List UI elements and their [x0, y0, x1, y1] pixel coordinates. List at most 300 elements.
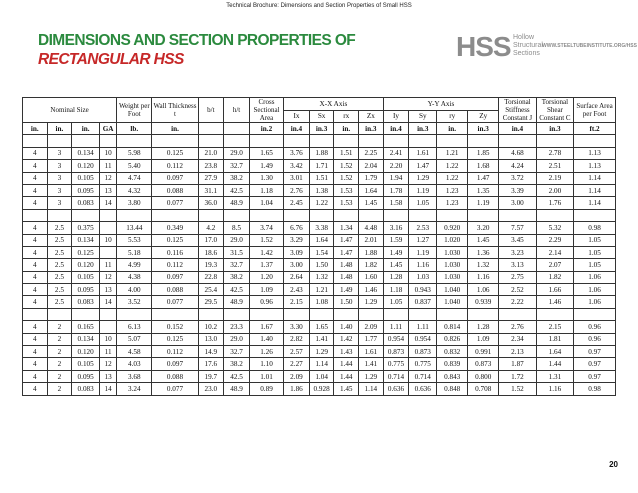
table-cell: 1.29	[409, 172, 437, 184]
logo-line3: Sections	[513, 50, 540, 57]
table-cell: 4	[23, 184, 48, 196]
table-cell: 1.10	[249, 358, 283, 370]
table-cell: 2	[47, 358, 72, 370]
table-cell: 1.67	[249, 321, 283, 333]
table-cell: 0.89	[249, 383, 283, 395]
table-cell	[224, 123, 250, 135]
table-cell: 0.112	[152, 346, 198, 358]
table-cell: 0.873	[383, 346, 409, 358]
table-cell: 2	[47, 346, 72, 358]
table-cell: 0.097	[152, 271, 198, 283]
table-cell: 7.57	[499, 222, 536, 234]
table-cell: 14	[100, 296, 117, 308]
table-cell	[198, 135, 224, 147]
table-cell: 23.0	[198, 383, 224, 395]
table-cell: 3.45	[499, 234, 536, 246]
table-cell: 1.68	[468, 160, 499, 172]
table-cell	[100, 135, 117, 147]
table-cell: 10.2	[198, 321, 224, 333]
table-cell	[536, 209, 573, 221]
table-cell: 2.25	[359, 147, 384, 159]
table-cell: 31.5	[224, 246, 250, 258]
table-cell: 11	[100, 259, 117, 271]
table-cell: 1.50	[334, 296, 359, 308]
table-cell: 0.848	[437, 383, 468, 395]
table-cell: 1.040	[437, 296, 468, 308]
table-cell: 0.165	[72, 321, 100, 333]
table-cell: 2.09	[284, 370, 310, 382]
table-cell: 1.64	[309, 234, 334, 246]
table-cell: 3.80	[117, 197, 152, 209]
table-cell: 13	[100, 370, 117, 382]
table-cell: 4.68	[499, 147, 536, 159]
table-cell: 3	[47, 184, 72, 196]
table-cell: 23.8	[198, 160, 224, 172]
table-cell	[100, 308, 117, 320]
table-cell: 0.954	[383, 333, 409, 345]
table-cell: 1.16	[468, 271, 499, 283]
table-cell: 4	[23, 234, 48, 246]
table-cell: 1.18	[383, 284, 409, 296]
table-cell: 0.105	[72, 172, 100, 184]
header-note: Technical Brochure: Dimensions and Section Properties of Small HSS	[226, 3, 412, 9]
table-cell: 2.5	[47, 222, 72, 234]
table-cell: 1.32	[468, 259, 499, 271]
table-cell: 0.095	[72, 184, 100, 196]
table-cell	[574, 135, 616, 147]
table-cell: 1.14	[359, 383, 384, 395]
table-cell	[383, 135, 409, 147]
table-cell: 1.35	[468, 184, 499, 196]
table-cell: 1.88	[309, 147, 334, 159]
table-cell: 1.030	[437, 246, 468, 258]
table-cell: in.3	[468, 123, 499, 135]
table-cell	[100, 209, 117, 221]
table-cell: 0.112	[152, 160, 198, 172]
table-cell: 1.26	[249, 346, 283, 358]
table-head	[23, 98, 616, 123]
table-cell: 1.47	[334, 234, 359, 246]
table-cell: in.	[152, 123, 198, 135]
table-cell: 1.47	[334, 246, 359, 258]
table-cell: 0.775	[409, 358, 437, 370]
table-cell: 1.34	[334, 222, 359, 234]
table-cell: 1.51	[309, 172, 334, 184]
table-cell: 2.41	[383, 147, 409, 159]
table-cell	[249, 209, 283, 221]
table-cell: 4	[23, 259, 48, 271]
table-cell: 2.5	[47, 296, 72, 308]
table-cell: 1.01	[249, 370, 283, 382]
table-cell	[409, 135, 437, 147]
table-cell: in.4	[499, 123, 536, 135]
table-cell: 4	[23, 370, 48, 382]
header-ry: ry	[437, 110, 468, 123]
table-cell: 1.19	[409, 184, 437, 196]
table-row	[23, 246, 616, 258]
spacer-row	[23, 135, 616, 147]
table-cell: 10	[100, 333, 117, 345]
table-cell: 1.64	[536, 346, 573, 358]
table-cell: 31.1	[198, 184, 224, 196]
table-cell: 0.120	[72, 346, 100, 358]
table-cell: 1.13	[574, 147, 616, 159]
table-cell: 4.2	[198, 222, 224, 234]
table-cell: 1.47	[468, 172, 499, 184]
logo-mark: HSS	[456, 31, 511, 62]
table-cell: in.3	[359, 123, 384, 135]
table-cell: 1.47	[409, 160, 437, 172]
table-row	[23, 346, 616, 358]
header-rx: rx	[334, 110, 359, 123]
table-cell: 22.8	[198, 271, 224, 283]
table-cell: 13.44	[117, 222, 152, 234]
table-cell: 1.22	[437, 160, 468, 172]
table-cell: 2.04	[359, 160, 384, 172]
table-row	[23, 383, 616, 395]
table-cell: 4.99	[117, 259, 152, 271]
table-cell	[249, 308, 283, 320]
table-cell	[47, 135, 72, 147]
table-cell: 1.27	[409, 234, 437, 246]
table-cell: 1.30	[249, 172, 283, 184]
table-cell: 29.0	[224, 147, 250, 159]
table-cell: 1.04	[309, 370, 334, 382]
table-cell: 17.6	[198, 358, 224, 370]
table-row	[23, 172, 616, 184]
table-cell: 25.4	[198, 284, 224, 296]
table-cell: 3.42	[284, 160, 310, 172]
table-cell: 1.19	[409, 246, 437, 258]
table-cell: 4	[23, 197, 48, 209]
table-cell: 1.42	[249, 246, 283, 258]
table-cell: 3.52	[117, 296, 152, 308]
logo-line2: Structural	[513, 42, 543, 49]
table-cell	[284, 308, 310, 320]
logo-tagline	[513, 34, 543, 58]
table-cell	[224, 209, 250, 221]
table-cell	[47, 308, 72, 320]
table-cell: 2.45	[284, 197, 310, 209]
logo-url: WWW.STEELTUBEINSTITUTE.ORG/HSS	[542, 43, 637, 49]
table-cell	[409, 209, 437, 221]
table-cell: 1.43	[334, 346, 359, 358]
table-cell: 48.9	[224, 296, 250, 308]
table-cell: 1.44	[536, 358, 573, 370]
table-cell: 6.13	[117, 321, 152, 333]
table-cell: 2.13	[499, 346, 536, 358]
table-cell: 1.44	[334, 358, 359, 370]
table-cell: ft.2	[574, 123, 616, 135]
table-cell	[499, 209, 536, 221]
table-cell: 3.38	[309, 222, 334, 234]
table-cell: 1.28	[383, 271, 409, 283]
table-cell: 2.76	[284, 184, 310, 196]
table-cell: 42.5	[224, 370, 250, 382]
table-cell: 1.05	[383, 296, 409, 308]
spacer-row	[23, 209, 616, 221]
table-cell: 11	[100, 160, 117, 172]
table-cell: 0.636	[409, 383, 437, 395]
table-row	[23, 370, 616, 382]
table-cell: 0.125	[152, 333, 198, 345]
table-cell: 0.837	[409, 296, 437, 308]
table-cell: 4	[23, 147, 48, 159]
table-cell	[100, 321, 117, 333]
table-cell: 1.31	[536, 370, 573, 382]
table-cell: 1.54	[309, 246, 334, 258]
table-row	[23, 296, 616, 308]
table-cell: 0.920	[437, 222, 468, 234]
table-cell: 48.9	[224, 197, 250, 209]
table-cell: 2.09	[359, 321, 384, 333]
table-row	[23, 184, 616, 196]
table-cell: 19.7	[198, 370, 224, 382]
table-cell: 1.42	[334, 333, 359, 345]
table-cell: 2	[47, 321, 72, 333]
table-cell: 5.32	[536, 222, 573, 234]
table-cell: 1.20	[249, 271, 283, 283]
header-ix: Ix	[284, 110, 310, 123]
table-cell	[359, 209, 384, 221]
table-cell: 1.06	[574, 271, 616, 283]
table-cell	[383, 308, 409, 320]
table-cell: 1.65	[309, 321, 334, 333]
table-cell: 17.0	[198, 234, 224, 246]
table-cell: 0.116	[152, 246, 198, 258]
header-zx: Zx	[359, 110, 384, 123]
table-cell	[249, 135, 283, 147]
table-cell: 38.2	[224, 358, 250, 370]
table-cell: 3.76	[284, 147, 310, 159]
table-cell: 1.94	[383, 172, 409, 184]
table-cell: 1.06	[468, 284, 499, 296]
table-cell	[468, 308, 499, 320]
table-cell: 0.077	[152, 296, 198, 308]
table-cell: 29.0	[224, 333, 250, 345]
table-cell	[309, 135, 334, 147]
table-cell: 3.16	[383, 222, 409, 234]
table-cell: 1.03	[409, 271, 437, 283]
table-cell: 0.097	[152, 172, 198, 184]
table-cell: in.4	[284, 123, 310, 135]
table-cell: 1.030	[437, 271, 468, 283]
table-cell: 27.9	[198, 172, 224, 184]
table-cell: 8.5	[224, 222, 250, 234]
table-cell: 4	[23, 358, 48, 370]
table-cell: 0.96	[574, 333, 616, 345]
table-cell: 3.24	[117, 383, 152, 395]
table-cell: 0.97	[574, 346, 616, 358]
table-cell: 1.87	[499, 358, 536, 370]
table-cell: 1.40	[334, 321, 359, 333]
header-wall-thickness: Wall Thickness t	[152, 98, 198, 123]
table-cell: 1.13	[574, 160, 616, 172]
table-cell: 4	[23, 271, 48, 283]
table-cell: 0.105	[72, 271, 100, 283]
table-cell: 4.24	[499, 160, 536, 172]
table-cell: 2.20	[383, 160, 409, 172]
table-cell	[437, 135, 468, 147]
table-cell: 2.5	[47, 246, 72, 258]
table-cell: 1.85	[468, 147, 499, 159]
table-cell: 0.077	[152, 197, 198, 209]
table-body	[23, 123, 616, 396]
table-cell: 0.97	[574, 370, 616, 382]
table-cell: 0.083	[72, 197, 100, 209]
table-cell: 23.3	[224, 321, 250, 333]
table-cell: in.2	[249, 123, 283, 135]
header-h-t: h/t	[224, 98, 250, 123]
table-cell: 4	[23, 246, 48, 258]
table-cell: 0.954	[409, 333, 437, 345]
table-cell: 2.07	[536, 259, 573, 271]
table-cell: 1.41	[309, 333, 334, 345]
table-cell: 0.98	[574, 222, 616, 234]
table-cell: 1.76	[536, 197, 573, 209]
table-cell: 0.98	[574, 383, 616, 395]
table-cell: 2.5	[47, 271, 72, 283]
table-cell	[198, 209, 224, 221]
table-cell: 3.00	[284, 259, 310, 271]
table-cell: 1.29	[359, 370, 384, 382]
table-cell: 4	[23, 296, 48, 308]
table-cell: 1.53	[334, 184, 359, 196]
table-cell: 0.991	[468, 346, 499, 358]
table-cell: 3.01	[284, 172, 310, 184]
table-row	[23, 222, 616, 234]
table-cell: 1.14	[574, 172, 616, 184]
table-cell: 10	[100, 234, 117, 246]
table-cell: 2	[47, 370, 72, 382]
table-cell	[334, 308, 359, 320]
table-cell: in.3	[309, 123, 334, 135]
header-iy: Iy	[383, 110, 409, 123]
table-cell: 0.800	[468, 370, 499, 382]
table-cell: 2.51	[536, 160, 573, 172]
table-cell: 6.76	[284, 222, 310, 234]
table-cell	[334, 135, 359, 147]
header-b-t: b/t	[198, 98, 224, 123]
table-cell: 1.61	[359, 346, 384, 358]
table-row	[23, 333, 616, 345]
table-cell: 4	[23, 222, 48, 234]
table-cell: 1.82	[536, 271, 573, 283]
table-cell	[152, 308, 198, 320]
table-cell: 1.82	[359, 259, 384, 271]
table-cell: 0.97	[574, 358, 616, 370]
table-cell	[100, 246, 117, 258]
table-cell: 4.00	[117, 284, 152, 296]
table-cell: 4	[23, 284, 48, 296]
table-cell: 1.52	[249, 234, 283, 246]
table-cell: 12	[100, 172, 117, 184]
table-cell: 1.49	[383, 246, 409, 258]
table-cell: 4	[23, 346, 48, 358]
table-cell: 48.9	[224, 383, 250, 395]
table-cell	[437, 308, 468, 320]
table-cell: 0.96	[574, 321, 616, 333]
table-cell: 1.19	[468, 197, 499, 209]
table-cell: 3.68	[117, 370, 152, 382]
table-cell	[334, 209, 359, 221]
units-row	[23, 123, 616, 135]
table-cell: 0.095	[72, 284, 100, 296]
table-cell: 0.120	[72, 160, 100, 172]
table-cell: 29.0	[224, 234, 250, 246]
table-cell: 21.0	[198, 147, 224, 159]
table-cell	[47, 209, 72, 221]
table-cell	[224, 135, 250, 147]
table-cell	[198, 123, 224, 135]
table-cell: 4.74	[117, 172, 152, 184]
table-cell: 1.040	[437, 284, 468, 296]
table-cell: 12	[100, 271, 117, 283]
table-cell	[574, 209, 616, 221]
table-cell: 1.29	[359, 296, 384, 308]
table-cell: 1.21	[309, 284, 334, 296]
table-cell: 36.0	[198, 197, 224, 209]
table-cell: 2.15	[284, 296, 310, 308]
table-cell: 1.06	[574, 284, 616, 296]
table-cell: 38.2	[224, 271, 250, 283]
table-cell: 0.943	[409, 284, 437, 296]
table-cell: 1.11	[409, 321, 437, 333]
table-cell: 0.714	[383, 370, 409, 382]
table-cell: 0.873	[409, 346, 437, 358]
table-cell	[284, 135, 310, 147]
header-cross-area: Cross Sectional Area	[249, 98, 283, 123]
table-cell: 0.375	[72, 222, 100, 234]
table-cell: 1.45	[334, 383, 359, 395]
table-cell: 11	[100, 346, 117, 358]
header-torsional-shear: Torsional Shear Constant C	[536, 98, 573, 123]
table-cell: 1.59	[383, 234, 409, 246]
table-cell	[536, 135, 573, 147]
table-cell: 3	[47, 197, 72, 209]
table-cell: 1.23	[437, 184, 468, 196]
table-cell	[468, 209, 499, 221]
table-cell: 14	[100, 383, 117, 395]
table-cell: 0.125	[152, 147, 198, 159]
table-cell: 0.120	[72, 259, 100, 271]
table-row	[23, 147, 616, 159]
table-cell: 0.097	[152, 358, 198, 370]
table-cell: 4	[23, 160, 48, 172]
table-cell: 2.57	[284, 346, 310, 358]
table-cell: 1.52	[334, 172, 359, 184]
header-torsional-stiffness: Torsional Stiffness Constant J	[499, 98, 536, 123]
table-cell	[499, 135, 536, 147]
table-cell: in.	[72, 123, 100, 135]
table-cell: 0.125	[72, 246, 100, 258]
table-cell: 13	[100, 284, 117, 296]
table-cell: 0.96	[249, 296, 283, 308]
table-cell: 4.48	[359, 222, 384, 234]
table-row	[23, 234, 616, 246]
header-zy: Zy	[468, 110, 499, 123]
table-cell: 10	[100, 147, 117, 159]
table-cell: lb.	[117, 123, 152, 135]
table-row	[23, 271, 616, 283]
table-cell: 1.37	[249, 259, 283, 271]
table-cell: 5.53	[117, 234, 152, 246]
table-cell: 3.29	[284, 234, 310, 246]
table-row	[23, 259, 616, 271]
table-cell: 1.28	[468, 321, 499, 333]
table-cell: 32.7	[224, 160, 250, 172]
table-cell: 0.708	[468, 383, 499, 395]
